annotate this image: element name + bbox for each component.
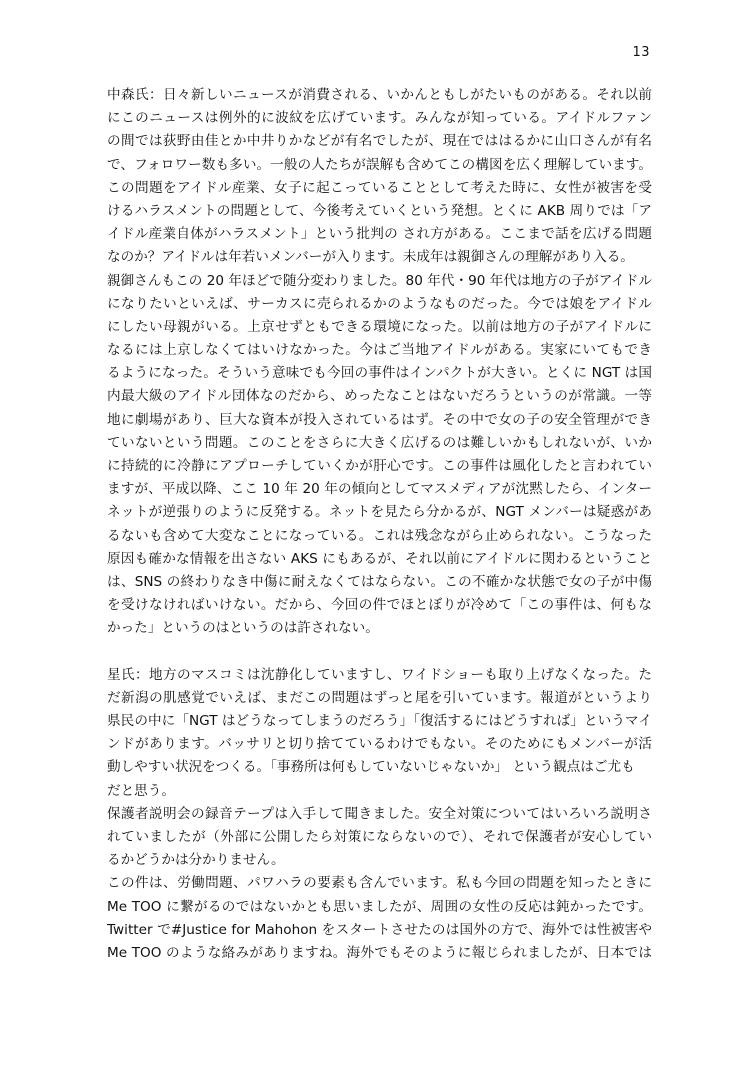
text-line: になりたいといえば、サーカスに売られるかのようなものだった。今では娘をアイドル (107, 295, 652, 312)
text-line: 中森氏：日々新しいニュースが消費される、いかんともしがたいものがある。それ以前 (107, 87, 652, 103)
text-line: 動しやすい状況をつくる。「事務所は何もしていないじゃないか」 という観点はご尤も (107, 759, 635, 776)
text-line: 保護者説明会の録音テープは入手して聞きました。安全対策についてはいろいろ説明さ (107, 805, 652, 822)
text-line: るようになった。そういう意味でも今回の事件はインパクトが大きい。とくに NGT は国 (107, 365, 652, 382)
text-line: Twitter で#Justice for Mahohon をスタートさせたのは国外の方で、海外では性被害や (107, 921, 652, 938)
text-line: ンドがあります。バッサリと切り捨てているわけでもない。そのためにもメンバーが活 (107, 736, 652, 753)
text-line: Me TOO に繋がるのではないかとも思いましたが、周囲の女性の反応は鈍かったです。 (107, 898, 652, 915)
paragraph-gap (107, 641, 652, 664)
text-line: れていましたが（外部に公開したら対策にならないので）、それで保護者が安心してい (107, 829, 652, 845)
text-line: にこのニュースは例外的に波紋を広げています。みんなが知っている。アイドルファン (107, 110, 652, 127)
text-line: この問題をアイドル産業、女子に起こっていることとして考えた時に、女性が被害を受 (107, 179, 652, 196)
page-number: 13 (632, 45, 650, 60)
text-line: イドル産業自体がハラスメント」という批判の され方がある。ここまで話を広げる問題 (107, 226, 652, 243)
paragraph-hoshi (107, 664, 652, 965)
text-line: 県民の中に「NGT はどうなってしまうのだろう」「復活するにはどうすれば」というマイ (107, 713, 652, 730)
text-line: かった」というのはというのは許されない。 (107, 620, 379, 637)
paragraph-nakamori (107, 84, 652, 641)
text-line: だ新潟の肌感覚でいえば、まだこの問題はずっと尾を引いています。報道がというより (107, 689, 652, 706)
text-line: ますが、平成以降、ここ 10 年 20 年の傾向としてマスメディアが沈黙したら、インター (107, 481, 652, 498)
text-line: にしたい母親がいる。上京せずともできる環境になった。以前は地方の子がアイドルに (107, 318, 652, 335)
text-line: るないも含めて大変なことになっている。これは残念ながら止められない。こうなった (107, 527, 652, 544)
text-line: で、フォロワー数も多い。一般の人たちが誤解も含めてこの構図を広く理解しています。 (107, 156, 652, 173)
text-line: の間では荻野由佳とか中井りかなどが有名でしたが、現在でははるかに山口さんが有名 (107, 133, 652, 150)
text-line: は、SNS の終わりなき中傷に耐えなくてはならない。この不確かな状態で女の子が中傷 (107, 573, 652, 590)
text-line: 親御さんもこの 20 年ほどで随分変わりました。80 年代・90 年代は地方の子がアイドル (107, 272, 652, 289)
text-line: 原因も確かな情報を出さない AKS にもあるが、それ以前にアイドルに関わるということ (107, 550, 652, 567)
text-line: に持続的に冷静にアプローチしていくかが肝心です。この事件は風化したと言われてい (107, 458, 652, 474)
text-line: だと思う。 (107, 782, 175, 799)
text-line: ていないという問題。このことをさらに大きく広げるのは難しいかもしれないが、いか (107, 434, 652, 451)
document-body (107, 84, 652, 965)
text-line: るかどうかは分かりません。 (107, 852, 285, 869)
text-line: この件は、労働問題、パワハラの要素も含んでいます。私も今回の問題を知ったときに (107, 875, 652, 892)
text-line: 内最大級のアイドル団体なのだから、めったなことはないだろうというのが常識。一等 (107, 388, 652, 405)
text-line: 星氏：地方のマスコミは沈静化していますし、ワイドショーも取り上げなくなった。た (107, 666, 652, 683)
text-line: けるハラスメントの問題として、今後考えていくという発想。とくに AKB 周りでは「ア (107, 202, 652, 219)
text-line: ネットが逆張りのように反発する。ネットを見たら分かるが、NGT メンバーは疑惑があ (107, 504, 652, 521)
text-line: なのか？アイドルは年若いメンバーが入ります。未成年は親御さんの理解があり入る。 (107, 249, 634, 266)
text-line: 地に劇場があり、巨大な資本が投入されているはず。その中で女の子の安全管理ができ (107, 411, 652, 428)
text-line: Me TOO のような絡みがありますね。海外でもそのように報じられましたが、日本では (107, 944, 652, 961)
text-line: を受けなければいけない。だから、今回の件でほとぼりが冷めて「この事件は、何もな (107, 597, 652, 614)
text-line: なるには上京しなくてはいけなかった。今はご当地アイドルがある。実家にいてもでき (107, 342, 652, 359)
